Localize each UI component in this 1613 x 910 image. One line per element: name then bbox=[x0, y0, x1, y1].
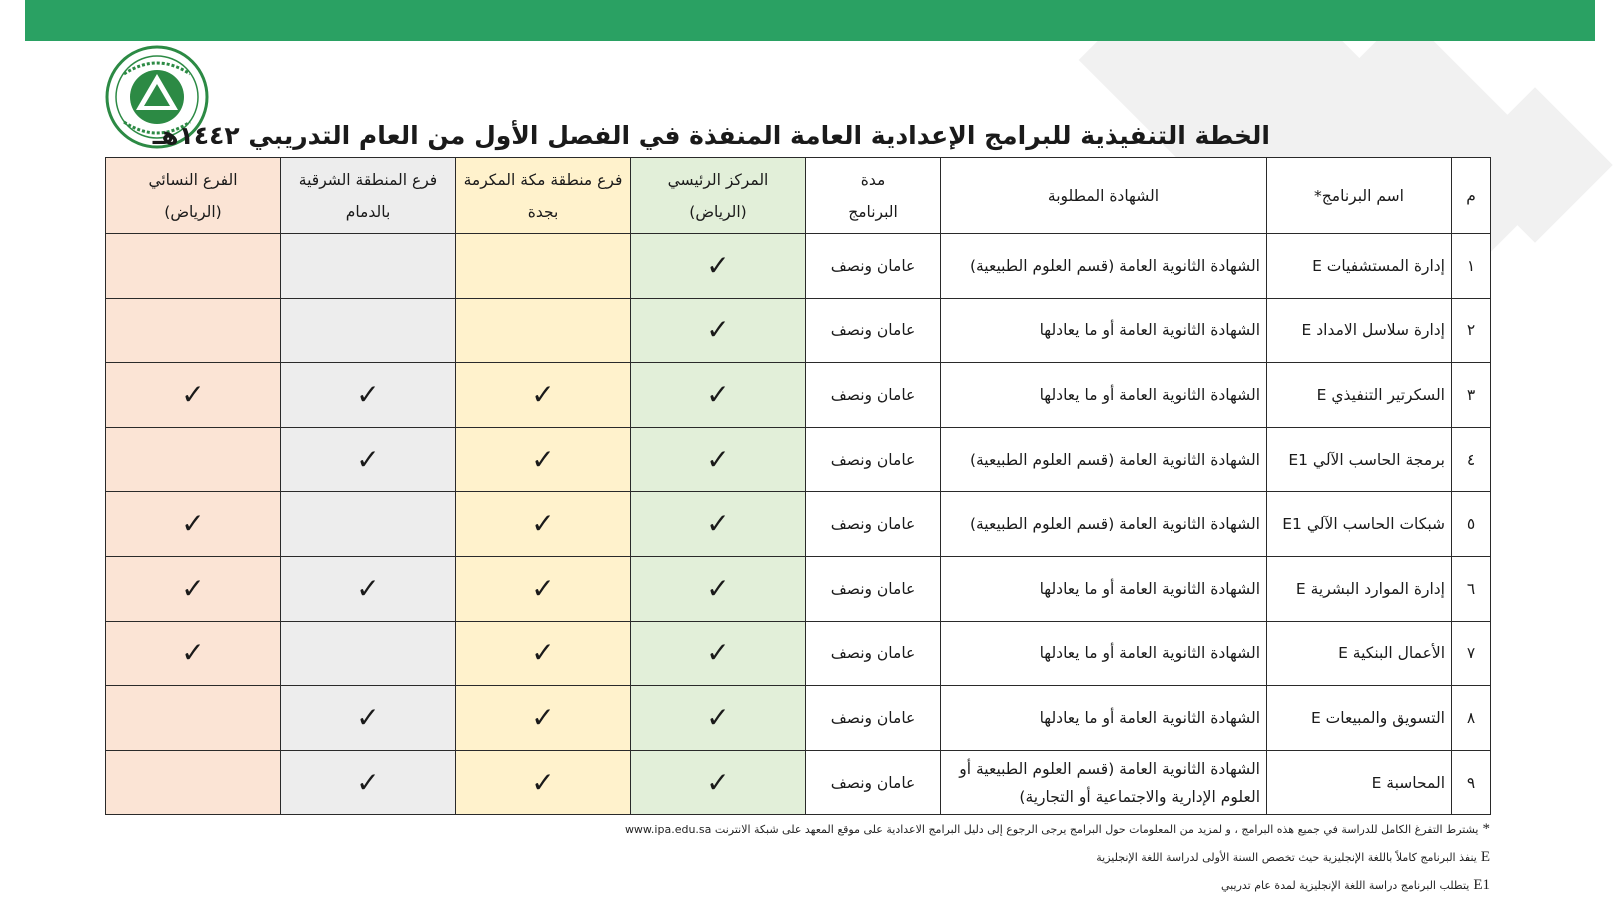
checkmark-icon: ✓ bbox=[356, 700, 380, 734]
table-row bbox=[106, 621, 1491, 686]
program-name: الأعمال البنكية E bbox=[1267, 621, 1452, 686]
table-row bbox=[106, 234, 1491, 299]
checkmark-icon: ✓ bbox=[706, 636, 730, 670]
branch-east-cell bbox=[281, 686, 456, 751]
branch-women-cell bbox=[106, 234, 281, 299]
row-number: ٨ bbox=[1452, 686, 1491, 751]
checkmark-icon: ✓ bbox=[531, 700, 555, 734]
branch-main-cell bbox=[631, 621, 806, 686]
row-number: ٦ bbox=[1452, 556, 1491, 621]
branch-east-cell bbox=[281, 234, 456, 299]
page-title: الخطة التنفيذية للبرامج الإعدادية العامة المنفذة في الفصل الأول من العام التدريبي ١٤٤٢هـ bbox=[152, 121, 1270, 150]
branch-mecca-cell bbox=[456, 750, 631, 815]
branch-east-cell bbox=[281, 556, 456, 621]
checkmark-icon: ✓ bbox=[706, 700, 730, 734]
checkmark-icon: ✓ bbox=[181, 636, 205, 670]
branch-women-cell bbox=[106, 492, 281, 557]
header-east-branch bbox=[281, 158, 456, 234]
program-name: برمجة الحاسب الآلي E1 bbox=[1267, 427, 1452, 492]
branch-women-cell bbox=[106, 621, 281, 686]
header-east-line1: فرع المنطقة الشرقية bbox=[298, 170, 438, 189]
required-certificate: الشهادة الثانوية العامة (قسم العلوم الطبيعية) bbox=[941, 492, 1267, 557]
checkmark-icon: ✓ bbox=[181, 571, 205, 605]
branch-main-cell bbox=[631, 492, 806, 557]
program-duration: عامان ونصف bbox=[806, 492, 941, 557]
branch-main-cell bbox=[631, 427, 806, 492]
required-certificate: الشهادة الثانوية العامة (قسم العلوم الطبيعية أو العلوم الإدارية والاجتماعية أو التجارية) bbox=[941, 750, 1267, 815]
table-row bbox=[106, 363, 1491, 428]
checkmark-icon: ✓ bbox=[531, 636, 555, 670]
checkmark-icon: ✓ bbox=[531, 442, 555, 476]
required-certificate: الشهادة الثانوية العامة أو ما يعادلها bbox=[941, 556, 1267, 621]
header-women-line2: (الرياض) bbox=[164, 202, 222, 221]
header-mecca-line2: بجدة bbox=[527, 202, 559, 221]
row-number: ٤ bbox=[1452, 427, 1491, 492]
branch-women-cell bbox=[106, 686, 281, 751]
header-main-line1: المركز الرئيسي bbox=[667, 170, 769, 189]
header-main-line2: (الرياض) bbox=[689, 202, 747, 221]
program-name: السكرتير التنفيذي E bbox=[1267, 363, 1452, 428]
footnote-text: يتطلب البرنامج دراسة اللغة الإنجليزية لمدة عام تدريبي bbox=[1221, 879, 1470, 892]
table-row bbox=[106, 556, 1491, 621]
required-certificate: الشهادة الثانوية العامة (قسم العلوم الطبيعية) bbox=[941, 427, 1267, 492]
required-certificate: الشهادة الثانوية العامة (قسم العلوم الطبيعية) bbox=[941, 234, 1267, 299]
top-bar bbox=[25, 0, 1595, 41]
table-row bbox=[106, 492, 1491, 557]
program-name: إدارة سلاسل الامداد E bbox=[1267, 298, 1452, 363]
header-main-center bbox=[631, 158, 806, 234]
branch-mecca-cell bbox=[456, 556, 631, 621]
branch-mecca-cell bbox=[456, 492, 631, 557]
branch-women-cell bbox=[106, 556, 281, 621]
program-duration: عامان ونصف bbox=[806, 556, 941, 621]
header-east-line2: بالدمام bbox=[345, 202, 391, 221]
branch-east-cell bbox=[281, 427, 456, 492]
program-duration: عامان ونصف bbox=[806, 750, 941, 815]
checkmark-icon: ✓ bbox=[356, 442, 380, 476]
checkmark-icon: ✓ bbox=[531, 571, 555, 605]
branch-mecca-cell bbox=[456, 427, 631, 492]
branch-women-cell bbox=[106, 298, 281, 363]
program-name: إدارة الموارد البشرية E bbox=[1267, 556, 1452, 621]
branch-main-cell bbox=[631, 298, 806, 363]
branch-women-cell bbox=[106, 750, 281, 815]
required-certificate: الشهادة الثانوية العامة أو ما يعادلها bbox=[941, 363, 1267, 428]
branch-main-cell bbox=[631, 363, 806, 428]
header-duration bbox=[806, 158, 941, 234]
checkmark-icon: ✓ bbox=[356, 765, 380, 799]
footnote-1 bbox=[470, 815, 1490, 843]
program-duration: عامان ونصف bbox=[806, 427, 941, 492]
checkmark-icon: ✓ bbox=[706, 313, 730, 347]
checkmark-icon: ✓ bbox=[706, 377, 730, 411]
header-mecca-branch bbox=[456, 158, 631, 234]
header-duration-line2: البرنامج bbox=[848, 202, 898, 221]
program-name: شبكات الحاسب الآلي E1 bbox=[1267, 492, 1452, 557]
checkmark-icon: ✓ bbox=[356, 571, 380, 605]
branch-east-cell bbox=[281, 363, 456, 428]
table-row bbox=[106, 686, 1491, 751]
program-name: إدارة المستشفيات E bbox=[1267, 234, 1452, 299]
program-duration: عامان ونصف bbox=[806, 686, 941, 751]
table-row bbox=[106, 750, 1491, 815]
branch-mecca-cell bbox=[456, 363, 631, 428]
branch-women-cell bbox=[106, 363, 281, 428]
checkmark-icon: ✓ bbox=[531, 377, 555, 411]
branch-women-cell bbox=[106, 427, 281, 492]
branch-main-cell bbox=[631, 234, 806, 299]
program-duration: عامان ونصف bbox=[806, 298, 941, 363]
footnotes bbox=[470, 815, 1490, 910]
program-name: التسويق والمبيعات E bbox=[1267, 686, 1452, 751]
branch-east-cell bbox=[281, 492, 456, 557]
table-row bbox=[106, 427, 1491, 492]
program-duration: عامان ونصف bbox=[806, 621, 941, 686]
header-duration-line1: مدة bbox=[860, 170, 886, 189]
header-women-branch bbox=[106, 158, 281, 234]
header-certificate: الشهادة المطلوبة bbox=[941, 158, 1267, 234]
branch-mecca-cell bbox=[456, 621, 631, 686]
table-header-row bbox=[106, 158, 1491, 234]
row-number: ٧ bbox=[1452, 621, 1491, 686]
program-name: المحاسبة E bbox=[1267, 750, 1452, 815]
program-duration: عامان ونصف bbox=[806, 363, 941, 428]
checkmark-icon: ✓ bbox=[181, 377, 205, 411]
checkmark-icon: ✓ bbox=[531, 507, 555, 541]
table-row bbox=[106, 298, 1491, 363]
branch-mecca-cell bbox=[456, 298, 631, 363]
checkmark-icon: ✓ bbox=[706, 248, 730, 282]
checkmark-icon: ✓ bbox=[531, 765, 555, 799]
header-program: اسم البرنامج* bbox=[1267, 158, 1452, 234]
footnote-text: ينفذ البرنامج كاملاً باللغة الإنجليزية حيث تخصص السنة الأولى لدراسة اللغة الإنجليزية bbox=[1096, 851, 1477, 864]
row-number: ٢ bbox=[1452, 298, 1491, 363]
branch-east-cell bbox=[281, 621, 456, 686]
checkmark-icon: ✓ bbox=[181, 507, 205, 541]
footnote-marker: E bbox=[1480, 849, 1490, 865]
row-number: ١ bbox=[1452, 234, 1491, 299]
header-mecca-line1: فرع منطقة مكة المكرمة bbox=[463, 170, 623, 189]
branch-east-cell bbox=[281, 750, 456, 815]
row-number: ٩ bbox=[1452, 750, 1491, 815]
branch-main-cell bbox=[631, 750, 806, 815]
row-number: ٣ bbox=[1452, 363, 1491, 428]
checkmark-icon: ✓ bbox=[706, 765, 730, 799]
footnote-3 bbox=[470, 871, 1490, 899]
footnote-marker: * bbox=[1482, 821, 1490, 837]
row-number: ٥ bbox=[1452, 492, 1491, 557]
programs-table bbox=[105, 157, 1491, 815]
required-certificate: الشهادة الثانوية العامة أو ما يعادلها bbox=[941, 298, 1267, 363]
footnote-text: يشترط التفرغ الكامل للدراسة في جميع هذه البرامج ، و لمزيد من المعلومات حول البرامج يرجى الرجوع إلى دليل البرامج الاعدادية على موقع المعهد على شبكة الانترنت www.ipa.edu.sa bbox=[624, 823, 1479, 836]
checkmark-icon: ✓ bbox=[356, 377, 380, 411]
footnote-2 bbox=[470, 843, 1490, 871]
checkmark-icon: ✓ bbox=[706, 571, 730, 605]
checkmark-icon: ✓ bbox=[706, 507, 730, 541]
footnote-marker: E1 bbox=[1473, 877, 1490, 893]
branch-main-cell bbox=[631, 686, 806, 751]
branch-east-cell bbox=[281, 298, 456, 363]
branch-mecca-cell bbox=[456, 686, 631, 751]
required-certificate: الشهادة الثانوية العامة أو ما يعادلها bbox=[941, 621, 1267, 686]
branch-mecca-cell bbox=[456, 234, 631, 299]
branch-main-cell bbox=[631, 556, 806, 621]
required-certificate: الشهادة الثانوية العامة أو ما يعادلها bbox=[941, 686, 1267, 751]
header-num: م bbox=[1452, 158, 1491, 234]
checkmark-icon: ✓ bbox=[706, 442, 730, 476]
header-women-line1: الفرع النسائي bbox=[148, 170, 238, 189]
program-duration: عامان ونصف bbox=[806, 234, 941, 299]
